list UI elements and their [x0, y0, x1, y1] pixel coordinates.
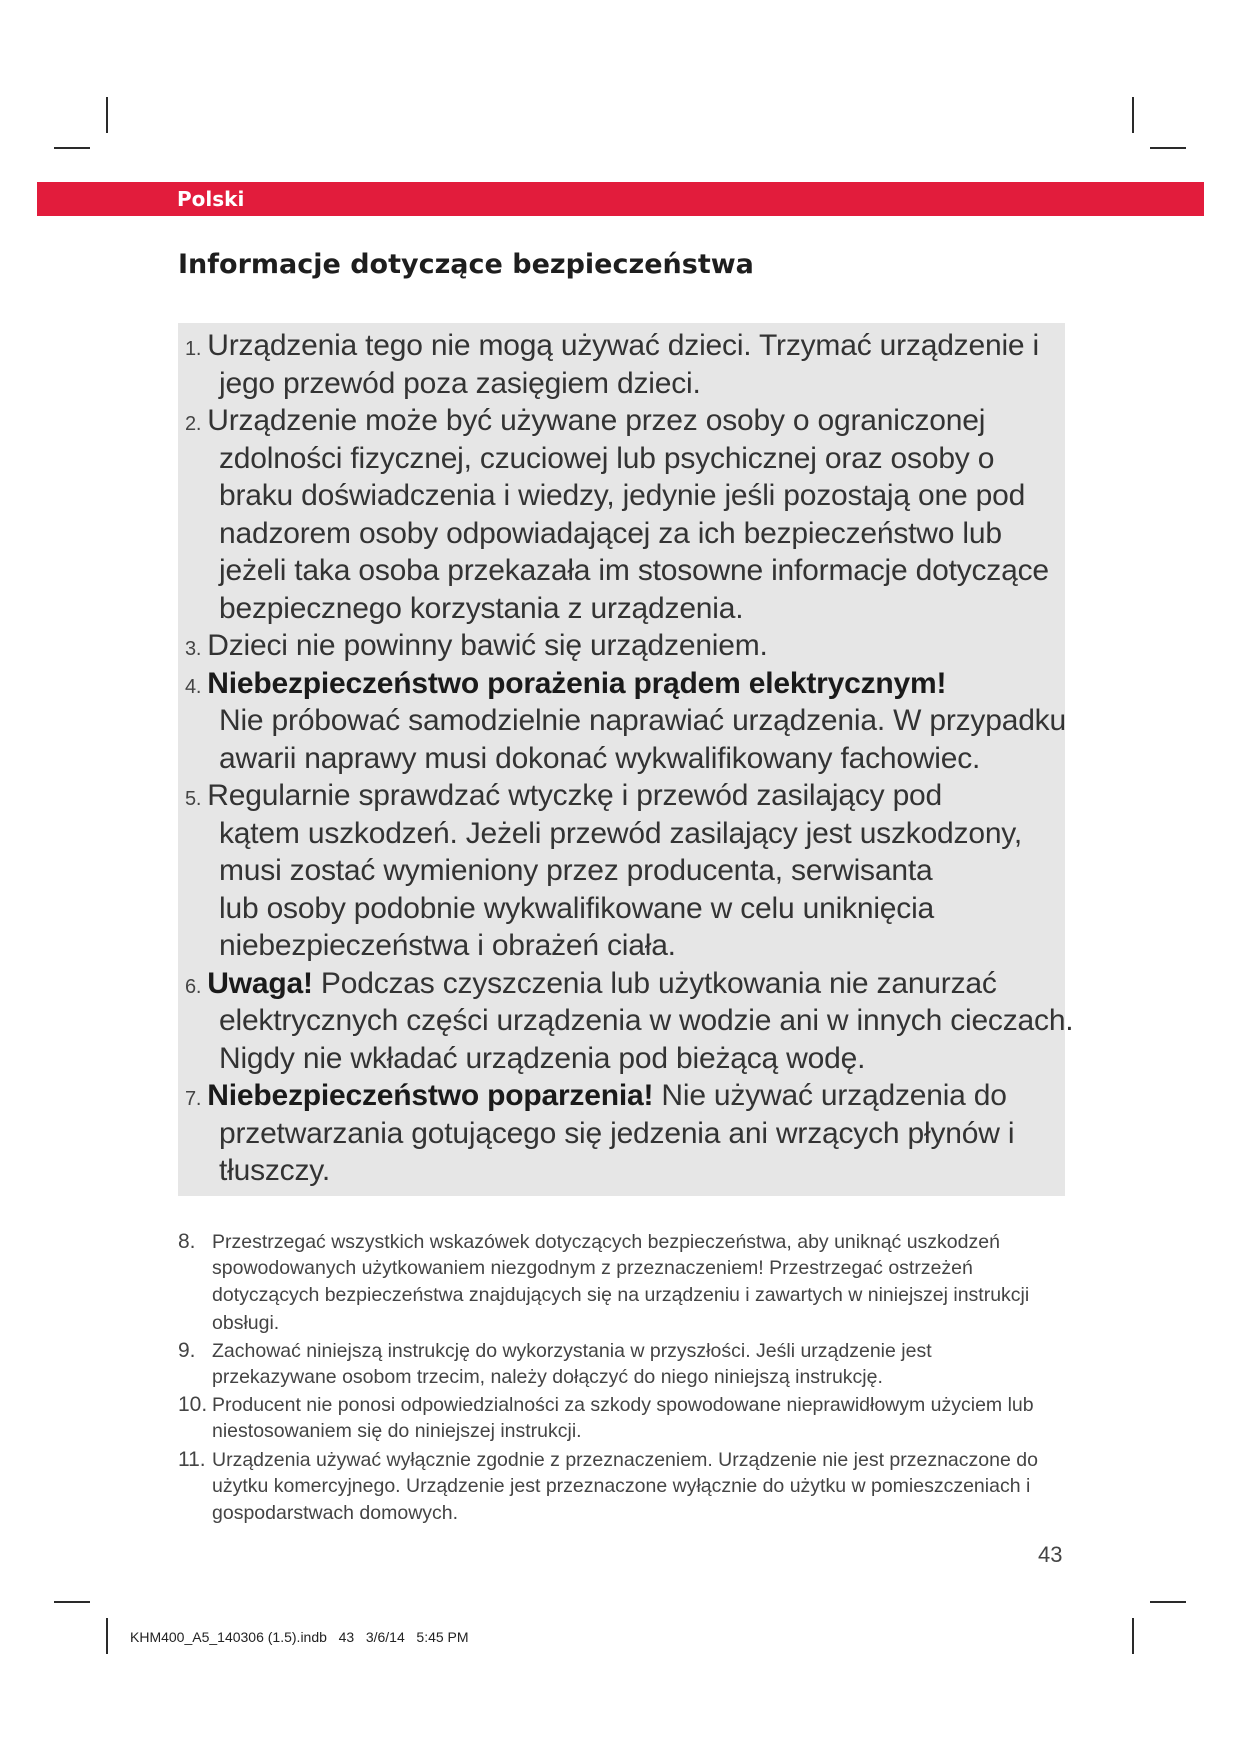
- item-text: Regularnie sprawdzać wtyczkę i przewód zasilający pod: [207, 779, 943, 812]
- item-text: kątem uszkodzeń. Jeżeli przewód zasilający jest uszkodzony,: [219, 816, 1023, 850]
- item-number: 10.: [178, 1393, 208, 1417]
- safety-item-line: [178, 1500, 1038, 1527]
- safety-item-line: [178, 1002, 1073, 1040]
- print-slug: KHM400_A5_140306 (1.5).indb 43 3/6/14 5:45 PM: [130, 1629, 469, 1645]
- safety-item-line: [178, 1152, 1073, 1190]
- language-label: Polski: [177, 187, 245, 211]
- item-number: 2.: [185, 413, 202, 435]
- warning-label: Niebezpieczeństwo porażenia prądem elektrycznym!: [207, 666, 947, 700]
- safety-item-line: [178, 327, 1073, 365]
- safety-item-line: [178, 590, 1073, 628]
- safety-item-line: [178, 1040, 1073, 1078]
- item-text: spowodowanych użytkowaniem niezgodnym z przeznaczeniem! Przestrzegać ostrzeżeń: [212, 1257, 973, 1280]
- item-number: 7.: [185, 1088, 202, 1110]
- page-number: 43: [1038, 1542, 1063, 1567]
- language-header-bar: [37, 182, 1204, 216]
- item-text: nadzorem osoby odpowiadającej za ich bezpieczeństwo lub: [219, 516, 1002, 550]
- item-text: zdolności fizycznej, czuciowej lub psychicznej oraz osoby o: [219, 441, 995, 475]
- regular-safety-list: [178, 1228, 1038, 1527]
- item-text: użytku komercyjnego. Urządzenie jest przeznaczone wyłącznie do użytku w pomieszczeniach i: [212, 1474, 1031, 1497]
- safety-item-line: [178, 740, 1073, 778]
- crop-mark: [1132, 97, 1134, 133]
- safety-item-line: [178, 1391, 1038, 1418]
- crop-mark: [1132, 1618, 1134, 1654]
- safety-item-line: [178, 852, 1073, 890]
- item-text: Urządzenia używać wyłącznie zgodnie z przeznaczeniem. Urządzenie nie jest przeznaczone do: [212, 1448, 1038, 1471]
- safety-item-line: [178, 890, 1073, 928]
- safety-item-line: [178, 1255, 1038, 1282]
- crop-mark: [106, 97, 108, 133]
- safety-item-line: [178, 1282, 1038, 1309]
- safety-item-line: [178, 1364, 1038, 1391]
- safety-item-line: [178, 965, 1073, 1003]
- item-number: 5.: [185, 788, 202, 810]
- warning-label: Niebezpieczeństwo poparzenia!: [207, 1079, 654, 1112]
- safety-item-line: [178, 815, 1073, 853]
- item-text: Zachować niniejszą instrukcję do wykorzystania w przyszłości. Jeśli urządzenie jest: [212, 1339, 932, 1362]
- item-text: przekazywane osobom trzecim, należy dołączyć do niego niniejszą instrukcję.: [212, 1365, 883, 1388]
- item-text: Nie używać urządzenia do: [653, 1079, 1007, 1112]
- item-number: 8.: [178, 1230, 196, 1253]
- crop-mark: [54, 147, 90, 149]
- safety-item-line: [178, 665, 1073, 703]
- safety-item-line: [178, 1310, 1038, 1337]
- safety-item-line: [178, 402, 1073, 440]
- safety-item-6: [178, 965, 1073, 1078]
- highlighted-safety-list: [178, 327, 1073, 1190]
- safety-item-line: [178, 515, 1073, 553]
- crop-mark: [54, 1601, 90, 1603]
- safety-item-line: [178, 552, 1073, 590]
- item-text: tłuszczy.: [219, 1154, 330, 1187]
- item-text: bezpiecznego korzystania z urządzenia.: [219, 591, 744, 625]
- item-text: Nigdy nie wkładać urządzenia pod bieżącą wodę.: [219, 1041, 866, 1075]
- safety-item-4: [178, 665, 1073, 778]
- item-text: Podczas czyszczenia lub użytkowania nie zanurzać: [312, 966, 997, 1000]
- safety-item-line: [178, 1115, 1073, 1153]
- safety-item-1: [178, 327, 1073, 402]
- safety-item-line: [178, 1418, 1038, 1445]
- item-text: niestosowaniem się do niniejszej instrukcji.: [212, 1420, 582, 1443]
- safety-item-5: [178, 777, 1073, 965]
- item-number: 11.: [178, 1447, 206, 1471]
- safety-item-line: [178, 477, 1073, 515]
- safety-item-line: [178, 1446, 1038, 1473]
- item-text: Dzieci nie powinny bawić się urządzeniem.: [207, 629, 768, 662]
- item-text: jeżeli taka osoba przekazała im stosowne informacje dotyczące: [219, 554, 1049, 587]
- item-text: awarii naprawy musi dokonać wykwalifikowany fachowiec.: [219, 741, 981, 775]
- item-number: 3.: [185, 638, 202, 660]
- safety-item-line: [178, 440, 1073, 478]
- item-number: 9.: [178, 1338, 196, 1362]
- warning-label: Uwaga!: [207, 966, 313, 1000]
- safety-item-line: [178, 627, 1073, 665]
- item-text: jego przewód poza zasięgiem dzieci.: [219, 366, 701, 400]
- safety-item-3: [178, 627, 1073, 665]
- item-number: 6.: [185, 975, 202, 998]
- safety-item-line: [178, 1228, 1038, 1255]
- item-text: niebezpieczeństwa i obrażeń ciała.: [219, 929, 676, 962]
- safety-item-line: [178, 365, 1073, 403]
- safety-item-line: [178, 927, 1073, 965]
- safety-item-10: [178, 1391, 1038, 1445]
- safety-item-line: [178, 777, 1073, 815]
- safety-item-9: [178, 1337, 1038, 1391]
- item-text: musi zostać wymieniony przez producenta, serwisanta: [219, 854, 933, 887]
- item-text: Nie próbować samodzielnie naprawiać urządzenia. W przypadku: [219, 704, 1066, 737]
- crop-mark: [1150, 147, 1186, 149]
- crop-mark: [106, 1618, 108, 1654]
- safety-item-line: [178, 1473, 1038, 1500]
- item-text: braku doświadczenia i wiedzy, jedynie jeśli pozostają one pod: [219, 479, 1026, 512]
- item-number: 4.: [185, 675, 202, 698]
- item-text: przetwarzania gotującego się jedzenia ani wrzących płynów i: [219, 1116, 1015, 1150]
- safety-highlight-box: [178, 323, 1074, 1196]
- item-text: obsługi.: [212, 1311, 280, 1334]
- item-text: Producent nie ponosi odpowiedzialności za szkody spowodowane nieprawidłowym użyciem lub: [212, 1394, 1034, 1417]
- safety-item-11: [178, 1446, 1038, 1528]
- item-text: Urządzenia tego nie mogą używać dzieci. Trzymać urządzenie i: [207, 329, 1040, 362]
- page-title: Informacje dotyczące bezpieczeństwa: [178, 249, 754, 280]
- safety-item-line: [178, 702, 1073, 740]
- item-text: lub osoby podobnie wykwalifikowane w celu uniknięcia: [219, 891, 935, 925]
- safety-item-line: [178, 1337, 1038, 1364]
- item-text: gospodarstwach domowych.: [212, 1501, 459, 1524]
- item-number: 1.: [185, 338, 202, 360]
- safety-item-line: [178, 1077, 1073, 1115]
- item-text: elektrycznych części urządzenia w wodzie ani w innych cieczach.: [219, 1004, 1074, 1037]
- crop-mark: [1150, 1601, 1186, 1603]
- item-text: Urządzenie może być używane przez osoby o ograniczonej: [207, 404, 986, 437]
- safety-item-8: [178, 1228, 1038, 1337]
- safety-item-2: [178, 402, 1073, 627]
- item-text: Przestrzegać wszystkich wskazówek dotyczących bezpieczeństwa, aby uniknąć uszkodzeń: [212, 1231, 1000, 1253]
- safety-item-7: [178, 1077, 1073, 1190]
- item-text: dotyczących bezpieczeństwa znajdujących się na urządzeniu i zawartych w niniejszej instrukcji: [212, 1284, 1030, 1307]
